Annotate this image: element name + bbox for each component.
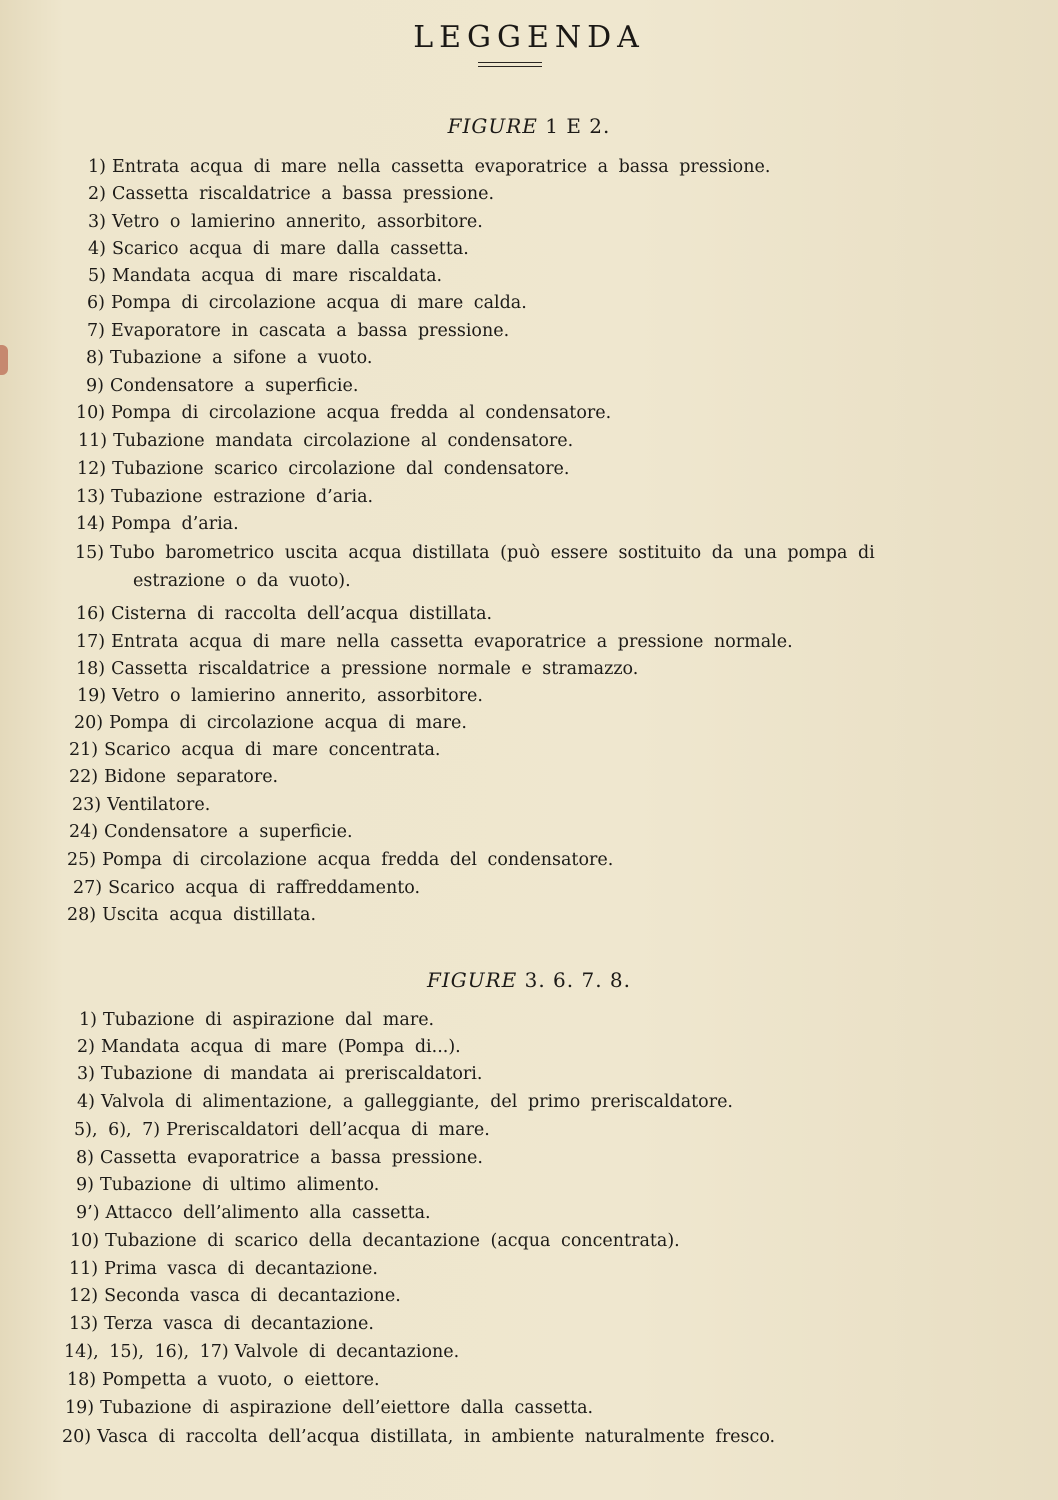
legend-item-number: 1) [79, 1010, 97, 1030]
legend-item-text: Uscita acqua distillata. [102, 905, 317, 925]
legend-item [76, 1148, 483, 1168]
legend-item [78, 431, 573, 451]
legend-item-number: 5), 6), 7) [74, 1120, 161, 1140]
legend-item-number: 22) [69, 767, 99, 787]
legend-item-number: 12) [77, 459, 107, 479]
legend-item-number: 7) [87, 321, 105, 341]
document-title: LEGGENDA [413, 20, 645, 55]
legend-item-number: 13) [69, 1314, 99, 1334]
legend-item [69, 767, 278, 787]
legend-item-text: Ventilatore. [107, 795, 211, 815]
legend-item-number: 18) [76, 659, 106, 679]
legend-item-number: 8) [86, 348, 104, 368]
legend-item [77, 1037, 461, 1057]
legend-item-number: 6) [87, 293, 105, 313]
legend-item [76, 514, 239, 534]
legend-item [74, 713, 467, 733]
title-underline-second [478, 66, 542, 67]
legend-item-text: Condensatore a superficie. [104, 822, 353, 842]
legend-item-text: Pompa di circolazione acqua fredda del condensatore. [102, 850, 614, 870]
legend-item-text: Tubazione di aspirazione dal mare. [102, 1010, 435, 1030]
legend-item [88, 266, 442, 286]
legend-item [69, 740, 440, 760]
legend-item-continuation: estrazione o da vuoto). [133, 571, 351, 591]
legend-item-text: Vetro o lamierino annerito, assorbitore. [111, 212, 483, 232]
section-heading-label: FIGURE [447, 114, 538, 138]
legend-item [88, 157, 770, 177]
legend-item [76, 403, 611, 423]
legend-item-number: 17) [76, 632, 106, 652]
legend-item-number: 25) [67, 850, 97, 870]
legend-item-text: Vasca di raccolta dell’acqua distillata, in ambiente naturalmente fresco. [97, 1427, 776, 1447]
legend-item-text: Valvola di alimentazione, a galleggiante, del primo preriscaldatore. [100, 1092, 733, 1112]
legend-item-number: 12) [69, 1286, 99, 1306]
legend-item-number: 2) [88, 184, 106, 204]
legend-item-text: Pompa di circolazione acqua di mare. [109, 713, 467, 733]
legend-item-text: Evaporatore in cascata a bassa pressione. [110, 321, 510, 341]
legend-item-number: 9’) [76, 1203, 100, 1223]
legend-item-text: Vetro o lamierino annerito, assorbitore. [112, 686, 483, 706]
legend-item-text: Condensatore a superficie. [109, 376, 359, 396]
legend-item-number: 9) [86, 376, 104, 396]
legend-item-number: 14), 15), 16), 17) [64, 1342, 229, 1362]
section-heading-figures-3-6-7-8 [0, 968, 1058, 992]
legend-item-number: 28) [67, 905, 97, 925]
legend-item-number: 4) [77, 1092, 95, 1112]
legend-item-number: 9) [76, 1175, 94, 1195]
legend-item-number: 11) [69, 1259, 99, 1279]
legend-item-number: 20) [74, 713, 104, 733]
legend-item [87, 321, 509, 341]
section-heading-figures-1-2 [0, 114, 1058, 138]
legend-item [76, 1203, 431, 1223]
legend-item-number: 18) [67, 1370, 97, 1390]
legend-item-text: Cassetta evaporatrice a bassa pressione. [99, 1148, 483, 1168]
legend-item [75, 543, 875, 563]
legend-item-text: Scarico acqua di raffreddamento. [108, 878, 421, 898]
legend-item [76, 632, 793, 652]
legend-item-text: Pompa di circolazione acqua di mare calda. [110, 293, 527, 313]
legend-item-text: Entrata acqua di mare nella cassetta evaporatrice a bassa pressione. [111, 157, 771, 177]
legend-item [70, 1231, 680, 1251]
legend-item-text: Tubazione mandata circolazione al condensatore. [113, 431, 574, 451]
legend-item-number: 10) [70, 1231, 100, 1251]
legend-item-number: 27) [73, 878, 103, 898]
legend-item-text: Seconda vasca di decantazione. [104, 1286, 401, 1306]
legend-item [73, 878, 420, 898]
legend-item-number: 8) [76, 1148, 94, 1168]
legend-item-number: 1) [88, 157, 106, 177]
legend-item-text: Mandata acqua di mare (Pompa di...). [100, 1037, 461, 1057]
legend-item-number: 20) [62, 1427, 92, 1447]
legend-item-text: Tubazione di ultimo alimento. [99, 1175, 380, 1195]
legend-item [72, 795, 210, 815]
legend-item-text: Tubazione di mandata ai preriscaldatori. [100, 1064, 483, 1084]
section-heading-numbers: 3. 6. 7. 8. [524, 968, 632, 992]
legend-item [79, 1010, 434, 1030]
legend-item-text: Tubazione estrazione d’aria. [111, 487, 374, 507]
legend-item-text: Pompa d’aria. [111, 514, 239, 534]
legend-item-text: Cassetta riscaldatrice a bassa pressione. [111, 184, 495, 204]
legend-item [77, 459, 569, 479]
legend-item-text: Bidone separatore. [104, 767, 279, 787]
legend-item-text: Mandata acqua di mare riscaldata. [111, 266, 443, 286]
legend-item-number: 24) [69, 822, 99, 842]
legend-item [64, 1342, 459, 1362]
legend-item [67, 905, 316, 925]
legend-item [76, 1175, 379, 1195]
legend-item-number: 5) [88, 266, 106, 286]
legend-item-number: 2) [77, 1037, 95, 1057]
legend-item-text: Cassetta riscaldatrice a pressione normale e stramazzo. [111, 659, 639, 679]
legend-item-text: Cisterna di raccolta dell’acqua distillata. [111, 604, 493, 624]
legend-item [86, 376, 358, 396]
legend-item-text: Tubazione a sifone a vuoto. [109, 348, 373, 368]
legend-item [69, 822, 353, 842]
legend-item-number: 15) [75, 543, 105, 563]
legend-item [77, 1064, 482, 1084]
legend-item [67, 1370, 380, 1390]
legend-item [65, 1398, 593, 1418]
legend-item-number: 10) [76, 403, 106, 423]
legend-item-number: 16) [76, 604, 106, 624]
legend-item [69, 1286, 401, 1306]
legend-item [86, 348, 372, 368]
legend-item [76, 659, 638, 679]
title-underline [478, 62, 542, 63]
legend-item-text: Tubo barometrico uscita acqua distillata (può essere sostituito da una pompa di [110, 543, 875, 563]
legend-item-text: Preriscaldatori dell’acqua di mare. [166, 1120, 490, 1140]
legend-item [87, 293, 527, 313]
legend-item-number: 23) [72, 795, 102, 815]
legend-item-number: 3) [88, 212, 106, 232]
legend-item [76, 604, 492, 624]
legend-item-text: Pompa di circolazione acqua fredda al condensatore. [111, 403, 612, 423]
section-heading-label: FIGURE [426, 968, 518, 992]
legend-item [88, 212, 483, 232]
legend-item-text: Valvole di decantazione. [234, 1342, 460, 1362]
legend-item-number: 11) [78, 431, 108, 451]
legend-item-number: 21) [69, 740, 99, 760]
legend-item [74, 1120, 490, 1140]
legend-item-text: Tubazione di aspirazione dell’eiettore dalla cassetta. [100, 1398, 594, 1418]
legend-item [88, 184, 494, 204]
legend-item [77, 1092, 733, 1112]
legend-item-number: 14) [76, 514, 106, 534]
legend-item-text: Scarico acqua di mare concentrata. [104, 740, 441, 760]
legend-item-text: Scarico acqua di mare dalla cassetta. [111, 239, 469, 259]
legend-item [62, 1427, 775, 1447]
legend-item-number: 13) [76, 487, 106, 507]
section-heading-numbers: 1 E 2. [545, 114, 611, 138]
legend-item-number: 19) [77, 686, 107, 706]
legend-item-text: Entrata acqua di mare nella cassetta evaporatrice a pressione normale. [111, 632, 793, 652]
legend-item-text: Tubazione scarico circolazione dal condensatore. [112, 459, 570, 479]
legend-item-number: 3) [77, 1064, 95, 1084]
legend-item [76, 487, 373, 507]
legend-item-text: Terza vasca di decantazione. [104, 1314, 374, 1334]
legend-item [67, 850, 613, 870]
legend-item-number: 19) [65, 1398, 95, 1418]
legend-item-text: Tubazione di scarico della decantazione (acqua concentrata). [105, 1231, 680, 1251]
legend-item-text: Attacco dell’alimento alla cassetta. [105, 1203, 431, 1223]
legend-item [77, 686, 483, 706]
legend-item [69, 1314, 374, 1334]
legend-item [88, 239, 469, 259]
legend-item-text: Pompetta a vuoto, o eiettore. [102, 1370, 380, 1390]
legend-item-number: 4) [88, 239, 106, 259]
page-edge-stain [0, 345, 8, 375]
legend-item [69, 1259, 378, 1279]
legend-item-text: Prima vasca di decantazione. [104, 1259, 378, 1279]
